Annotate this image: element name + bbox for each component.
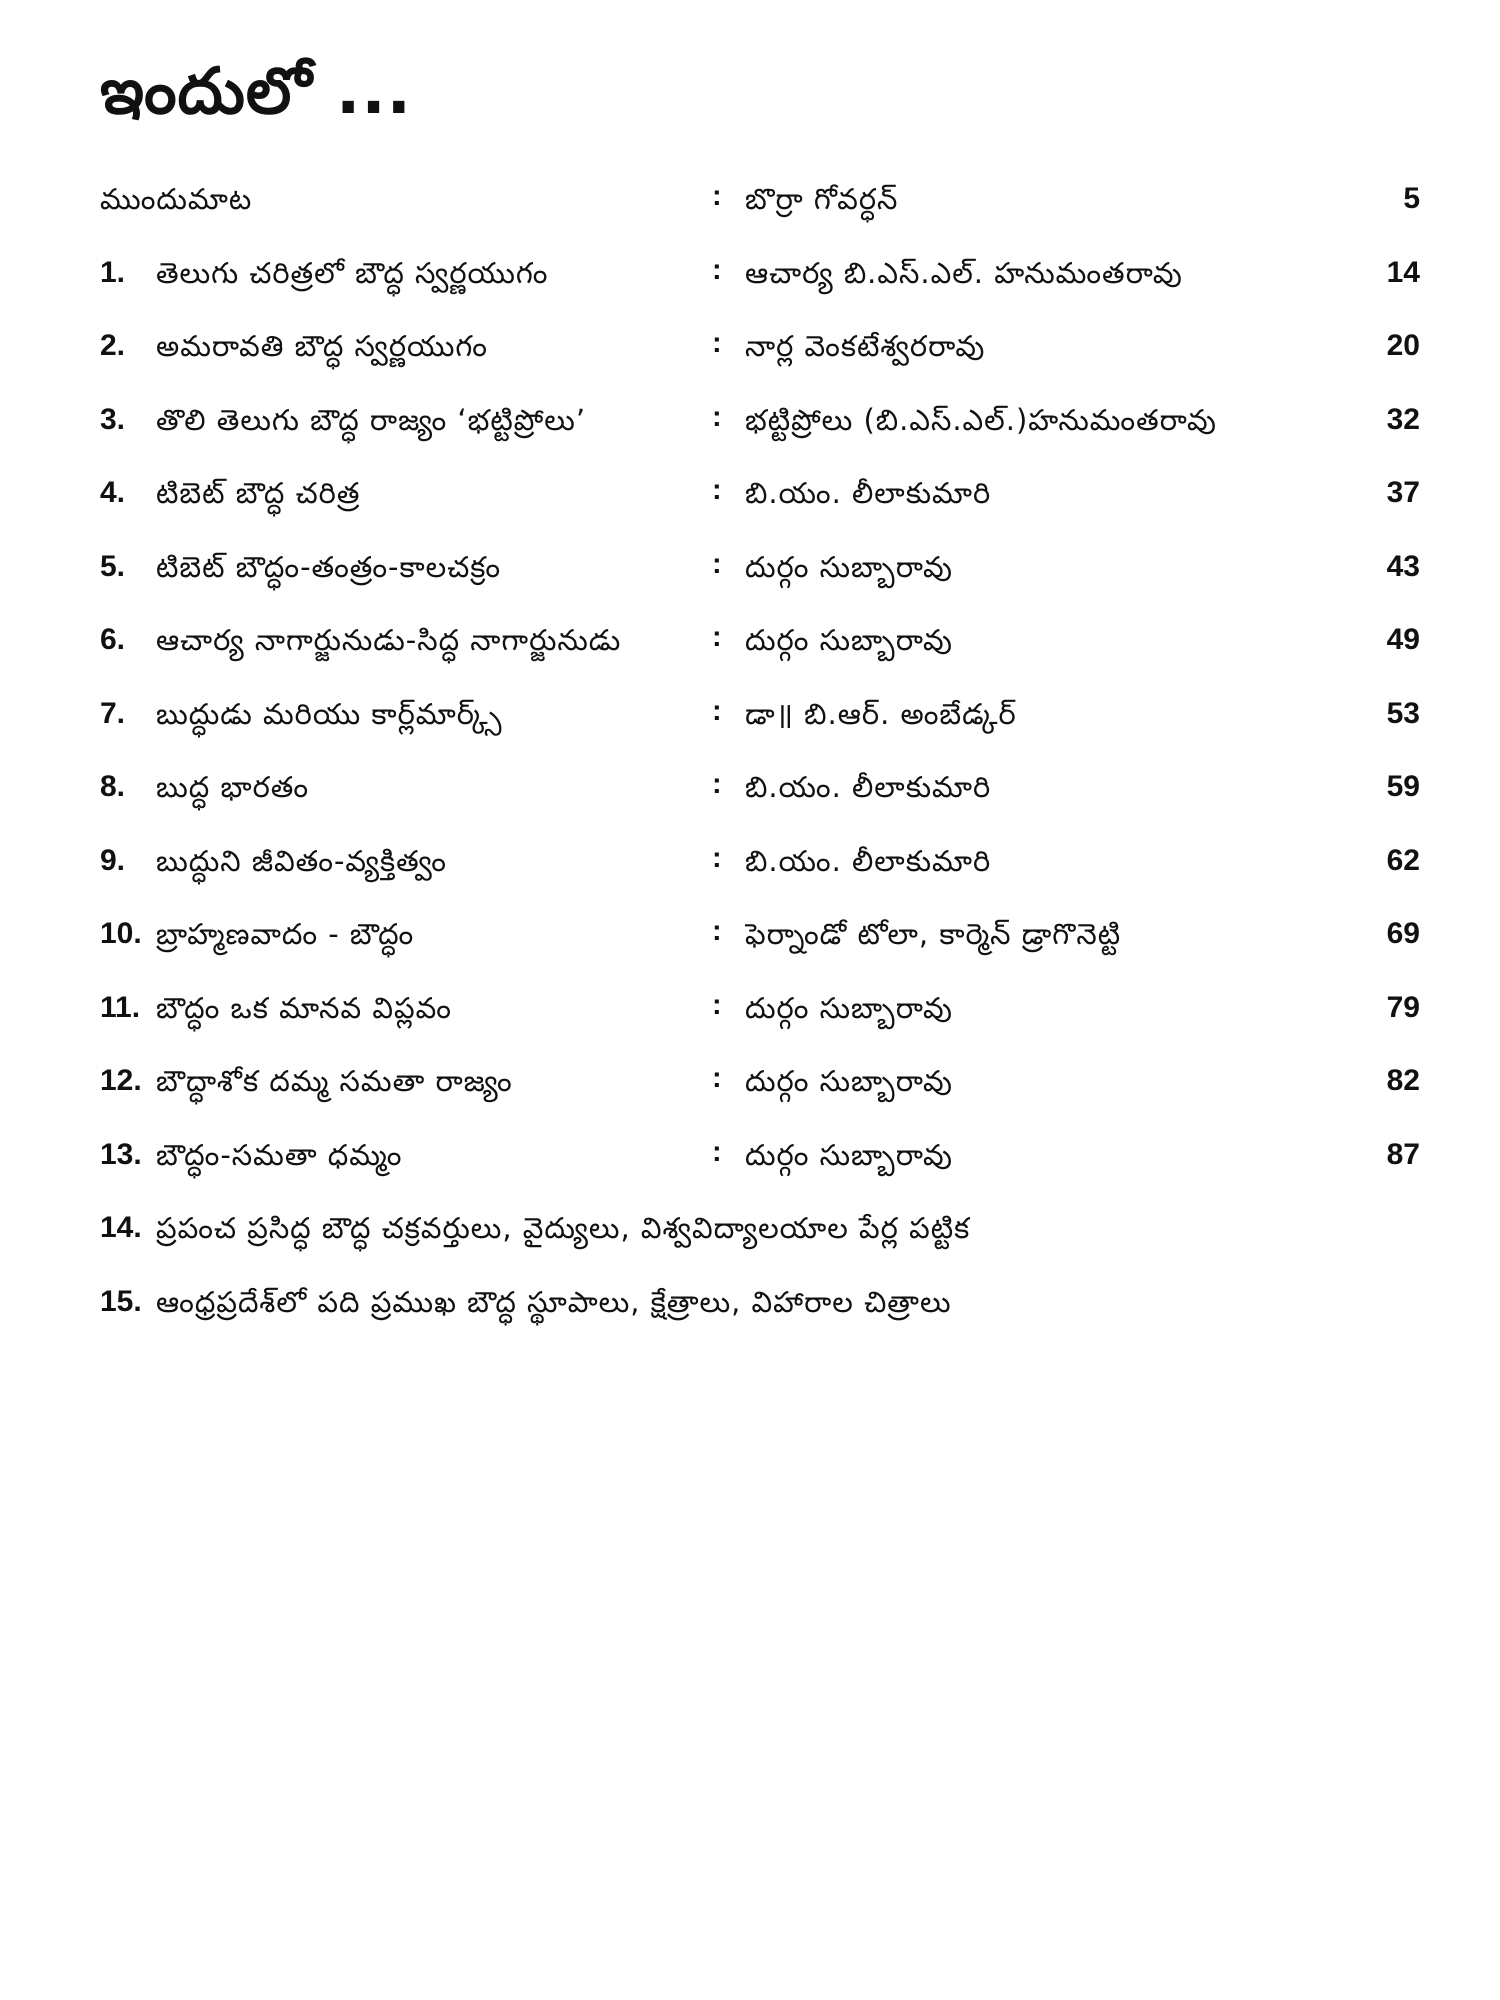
toc-separator: : xyxy=(712,841,722,874)
toc-row xyxy=(100,317,1420,391)
toc-author: నార్ల వెంకటేశ్వరరావు xyxy=(745,329,986,363)
toc-author: ఆచార్య బి.ఎస్.ఎల్. హనుమంతరావు xyxy=(745,255,1183,290)
toc-page-number: 20 xyxy=(1386,329,1420,362)
toc-title: ముందుమాట xyxy=(100,182,253,216)
toc-row xyxy=(100,1199,1420,1273)
toc-separator: : xyxy=(712,621,722,653)
toc-page-number: 62 xyxy=(1386,843,1420,877)
toc-separator: : xyxy=(712,915,722,947)
toc-title: టిబెట్ బౌద్ధ చరిత్ర xyxy=(156,476,361,510)
toc-title: తొలి తెలుగు బౌద్ధ రాజ్యం ‘భట్టిప్రోలు’ xyxy=(156,402,587,437)
toc-author: బి.యం. లీలాకుమారి xyxy=(745,476,992,510)
toc-author: దుర్గం సుబ్బారావు xyxy=(745,990,953,1025)
toc-number: 15. xyxy=(100,1284,142,1318)
toc-title: బౌద్ధాశోక దమ్మ సమతా రాజ్యం xyxy=(156,1064,513,1098)
toc-page-number: 5 xyxy=(1403,182,1420,215)
toc-title: ప్రపంచ ప్రసిద్ధ బౌద్ధ చక్రవర్తులు, వైద్యులు, విశ్వవిద్యాలయాల పేర్ల పట్టిక xyxy=(156,1211,971,1245)
toc-page-number: 79 xyxy=(1386,990,1420,1024)
toc-separator: : xyxy=(712,1135,722,1168)
toc-separator: : xyxy=(712,327,722,359)
toc-row-preface xyxy=(100,170,1420,244)
toc-author: దుర్గం సుబ్బారావు xyxy=(745,623,953,657)
toc-row xyxy=(100,538,1420,612)
toc-number: 12. xyxy=(100,1064,142,1097)
toc-number: 5. xyxy=(100,549,126,583)
toc-author: బి.యం. లీలాకుమారి xyxy=(745,770,992,804)
toc-row xyxy=(100,391,1420,465)
toc-number: 10. xyxy=(100,917,142,950)
toc-number: 7. xyxy=(100,696,126,730)
toc-author: దుర్గం సుబ్బారావు xyxy=(745,1064,953,1098)
toc-number: 4. xyxy=(100,476,126,509)
toc-author: ఫెర్నాండో టోలా, కార్మెన్ డ్రాగొనెట్టి xyxy=(745,917,1122,951)
toc-row xyxy=(100,832,1420,906)
toc-author: డా॥ బి.ఆర్. అంబేడ్కర్ xyxy=(745,696,1017,731)
toc-separator: : xyxy=(712,694,722,727)
page-title: ఇందులో ... xyxy=(100,55,412,129)
toc-number: 3. xyxy=(100,402,126,436)
toc-row xyxy=(100,979,1420,1053)
toc-page-number: 14 xyxy=(1386,255,1420,289)
toc-title: బౌద్ధం ఒక మానవ విప్లవం xyxy=(156,990,452,1025)
toc-title: బుద్ధుడు మరియు కార్ల్‌మార్క్స్ xyxy=(156,696,503,731)
toc-number: 13. xyxy=(100,1137,142,1171)
toc-page-number: 59 xyxy=(1386,770,1420,803)
toc-row xyxy=(100,1273,1420,1347)
toc-separator: : xyxy=(712,1062,722,1094)
toc-page-number: 87 xyxy=(1386,1137,1420,1171)
toc-separator: : xyxy=(712,988,722,1021)
toc-page-number: 82 xyxy=(1386,1064,1420,1097)
toc-row xyxy=(100,244,1420,318)
toc-separator: : xyxy=(712,768,722,800)
toc-page-number: 43 xyxy=(1386,549,1420,583)
toc-row xyxy=(100,905,1420,979)
toc-row xyxy=(100,1126,1420,1200)
toc-title: బౌద్ధం-సమతా ధమ్మం xyxy=(156,1137,403,1172)
toc-row xyxy=(100,1052,1420,1126)
toc-author: బొర్రా గోవర్ధన్ xyxy=(745,182,899,216)
toc-title: బుద్ధుని జీవితం-వ్యక్తిత్వం xyxy=(156,843,447,878)
toc-row xyxy=(100,685,1420,759)
toc-title: బ్రాహ్మణవాదం - బౌద్ధం xyxy=(156,917,415,951)
toc-separator: : xyxy=(712,180,722,212)
toc-page-number: 69 xyxy=(1386,917,1420,950)
toc-number: 11. xyxy=(100,990,141,1024)
toc-page-number: 49 xyxy=(1386,623,1420,656)
toc-author: దుర్గం సుబ్బారావు xyxy=(745,1137,953,1172)
toc-title: ఆచార్య నాగార్జునుడు-సిద్ధ నాగార్జునుడు xyxy=(156,623,622,657)
toc-row xyxy=(100,464,1420,538)
toc-title: అమరావతి బౌద్ధ స్వర్ణయుగం xyxy=(156,329,488,363)
toc-author: దుర్గం సుబ్బారావు xyxy=(745,549,953,584)
toc-row xyxy=(100,758,1420,832)
toc-author: భట్టిప్రోలు (బి.ఎస్.ఎల్.)హనుమంతరావు xyxy=(745,402,1217,437)
toc-number: 2. xyxy=(100,329,126,362)
table-of-contents xyxy=(100,170,1420,1346)
toc-number: 1. xyxy=(100,255,126,289)
toc-page-number: 32 xyxy=(1386,402,1420,436)
toc-number: 14. xyxy=(100,1211,142,1244)
toc-number: 9. xyxy=(100,843,126,877)
toc-number: 6. xyxy=(100,623,126,656)
toc-author: బి.యం. లీలాకుమారి xyxy=(745,843,992,878)
toc-row xyxy=(100,611,1420,685)
toc-title: టిబెట్ బౌద్ధం-తంత్రం-కాలచక్రం xyxy=(156,549,502,584)
toc-separator: : xyxy=(712,474,722,506)
toc-page-number: 37 xyxy=(1386,476,1420,509)
toc-title: ఆంధ్రప్రదేశ్‌లో పది ప్రముఖ బౌద్ధ స్థూపాలు, క్షేత్రాలు, విహారాల చిత్రాలు xyxy=(156,1284,952,1319)
toc-number: 8. xyxy=(100,770,126,803)
toc-separator: : xyxy=(712,253,722,286)
toc-separator: : xyxy=(712,547,722,580)
toc-page-number: 53 xyxy=(1386,696,1420,730)
toc-title: తెలుగు చరిత్రలో బౌద్ధ స్వర్ణయుగం xyxy=(156,255,549,290)
toc-separator: : xyxy=(712,400,722,433)
toc-title: బుద్ధ భారతం xyxy=(156,770,310,804)
